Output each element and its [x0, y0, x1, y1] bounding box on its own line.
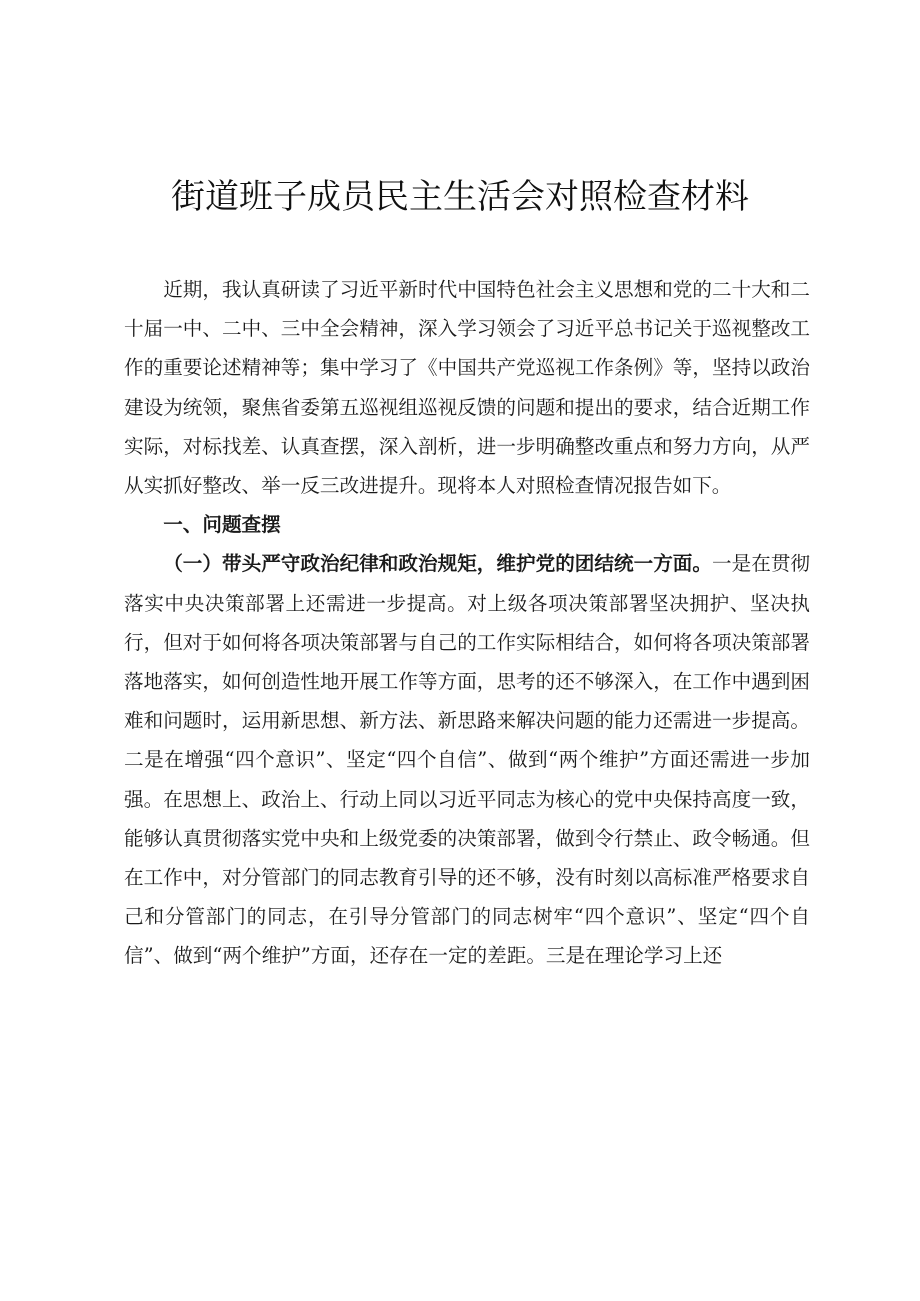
section-heading-problems: 一、问题查摆 — [163, 513, 281, 537]
document-body — [124, 270, 810, 976]
subsection-body: 一是在贯彻落实中央决策部署上还需进一步提高。对上级各项决策部署坚决拥护、坚决执行，但对于如何将各项决策部署与自己的工作实际相结合，如何将各项决策部署落地落实，如何创造性地开展工作等方面，思考的还不够深入，在工作中遇到困难和问题时，运用新思想、新方法、新思路来解决问题的能力还需进一步提高。二是在增强“四个意识”、坚定“四个自信”、做到“两个维护”方面还需进一步加强。在思想上、政治上、行动上同以习近平同志为核心的党中央保持高度一致，能够认真贯彻落实党中央和上级党委的决策部署，做到令行禁止、政令畅通。但在工作中，对分管部门的同志教育引导的还不够，没有时刻以高标准严格要求自己和分管部门的同志，在引导分管部门的同志树牢“四个意识”、坚定“四个自信”、做到“两个维护”方面，还存在一定的差距。三是在理论学习上还 — [124, 552, 811, 968]
intro-paragraph: 近期，我认真研读了习近平新时代中国特色社会主义思想和党的二十大和二十届一中、二中、三中全会精神，深入学习领会了习近平总书记关于巡视整改工作的重要论述精神等；集中学习了《中国共产党巡视工作条例》等，坚持以政治建设为统领，聚焦省委第五巡视组巡视反馈的问题和提出的要求，结合近期工作实际，对标找差、认真查摆，深入剖析，进一步明确整改重点和努力方向，从严从实抓好整改、举一反三改进提升。现将本人对照检查情况报告如下。 — [124, 278, 810, 498]
subsection-paragraph-political-discipline — [124, 544, 810, 975]
subsection-lead: （一）带头严守政治纪律和政治规矩，维护党的团结统一方面。 — [163, 552, 713, 576]
document-title: 街道班子成员民主生活会对照检查材料 — [171, 177, 749, 217]
